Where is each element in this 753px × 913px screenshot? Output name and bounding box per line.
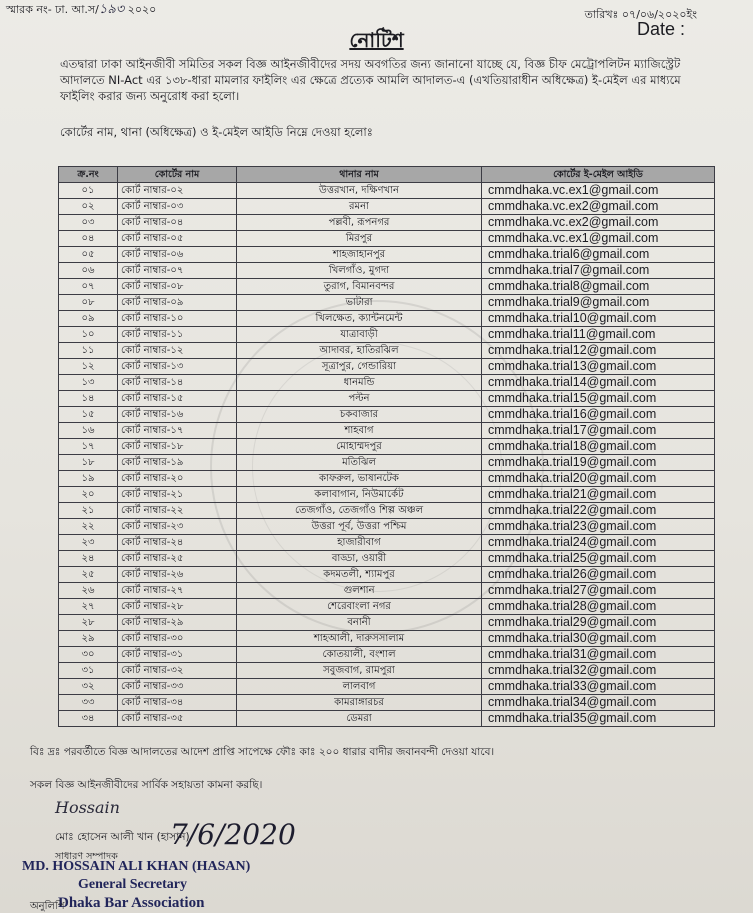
cell-serial: ০১ [59,183,118,199]
cell-serial: ২৭ [59,599,118,615]
cell-court: কোর্ট নাম্বার-৩৩ [118,679,237,695]
cell-email: cmmdhaka.trial7@gmail.com [482,263,715,279]
cell-court: কোর্ট নাম্বার-০৩ [118,199,237,215]
cell-court: কোর্ট নাম্বার-৩২ [118,663,237,679]
table-row [59,599,715,615]
table-row [59,439,715,455]
table-row [59,407,715,423]
cell-email: cmmdhaka.trial8@gmail.com [482,279,715,295]
copy-label: অনুলিপি [30,901,65,912]
cell-serial: ২৬ [59,583,118,599]
table-row [59,247,715,263]
header-thana: থানার নাম [237,167,482,183]
signatory-name-bn: মোঃ হোসেন আলী খান (হাসান) [55,831,190,843]
cell-thana: বাড্ডা, ওয়ারী [237,551,482,567]
cell-serial: ২৩ [59,535,118,551]
cell-thana: হাজারীবাগ [237,535,482,551]
cell-thana: ভাটারা [237,295,482,311]
cell-email: cmmdhaka.vc.ex1@gmail.com [482,183,715,199]
cell-thana: কদমতলী, শ্যামপুর [237,567,482,583]
cell-thana: মতিঝিল [237,455,482,471]
cell-email: cmmdhaka.trial30@gmail.com [482,631,715,647]
table-row [59,183,715,199]
memo-handwritten-ref: ১৯৩ [98,2,125,17]
cell-court: কোর্ট নাম্বার-২৫ [118,551,237,567]
cell-serial: ২৪ [59,551,118,567]
cell-serial: ০৩ [59,215,118,231]
cell-court: কোর্ট নাম্বার-১১ [118,327,237,343]
cell-thana: রমনা [237,199,482,215]
cell-court: কোর্ট নাম্বার-২৮ [118,599,237,615]
cell-email: cmmdhaka.trial26@gmail.com [482,567,715,583]
cell-court: কোর্ট নাম্বার-২৭ [118,583,237,599]
handwritten-date: 7/6/2020 [170,818,296,851]
table-row [59,695,715,711]
cell-serial: ১৫ [59,407,118,423]
cell-email: cmmdhaka.trial16@gmail.com [482,407,715,423]
page-title: নোটিশ [349,28,404,52]
cell-thana: কলাবাগান, নিউমার্কেট [237,487,482,503]
stamp-org: Dhaka Bar Association [58,895,205,911]
table-row [59,487,715,503]
cell-serial: ৩২ [59,679,118,695]
cell-court: কোর্ট নাম্বার-০৪ [118,215,237,231]
cell-court: কোর্ট নাম্বার-০৬ [118,247,237,263]
cell-email: cmmdhaka.trial34@gmail.com [482,695,715,711]
cell-email: cmmdhaka.trial27@gmail.com [482,583,715,599]
memo-year: ২০২০ [127,3,157,16]
table-row [59,263,715,279]
cell-thana: চকবাজার [237,407,482,423]
cell-serial: ৩৪ [59,711,118,727]
cell-court: কোর্ট নাম্বার-০২ [118,183,237,199]
cell-thana: সবুজবাগ, রামপুরা [237,663,482,679]
cell-court: কোর্ট নাম্বার-০৫ [118,231,237,247]
cell-serial: ১৮ [59,455,118,471]
cell-serial: ০৫ [59,247,118,263]
cell-email: cmmdhaka.trial14@gmail.com [482,375,715,391]
cell-serial: ২৫ [59,567,118,583]
cell-court: কোর্ট নাম্বার-৩৪ [118,695,237,711]
cell-email: cmmdhaka.trial31@gmail.com [482,647,715,663]
cell-email: cmmdhaka.trial24@gmail.com [482,535,715,551]
cell-court: কোর্ট নাম্বার-০৮ [118,279,237,295]
cell-court: কোর্ট নাম্বার-১৯ [118,455,237,471]
cell-serial: ১৯ [59,471,118,487]
cell-serial: ১৪ [59,391,118,407]
cell-thana: যাত্রাবাড়ী [237,327,482,343]
cell-email: cmmdhaka.trial12@gmail.com [482,343,715,359]
cell-thana: পল্লবী, রূপনগর [237,215,482,231]
cell-serial: ১০ [59,327,118,343]
cell-serial: ২০ [59,487,118,503]
cell-thana: খিলক্ষেত, ক্যান্টনমেন্ট [237,311,482,327]
cell-court: কোর্ট নাম্বার-১৩ [118,359,237,375]
cell-thana: গুলশান [237,583,482,599]
cell-thana: কোতয়ালী, বংশাল [237,647,482,663]
cell-serial: ১২ [59,359,118,375]
signature-scrawl: Hossain [55,798,120,817]
table-row [59,359,715,375]
cell-email: cmmdhaka.trial9@gmail.com [482,295,715,311]
table-row [59,199,715,215]
cell-email: cmmdhaka.trial28@gmail.com [482,599,715,615]
date-line: তারিখঃ ০৭/০৬/২০২০ইং [584,8,697,21]
cell-serial: ১৭ [59,439,118,455]
table-row [59,343,715,359]
cell-court: কোর্ট নাম্বার-৩৫ [118,711,237,727]
memo-label: স্মারক নং- ঢা. আ.স/ [6,3,99,16]
cell-court: কোর্ট নাম্বার-০৭ [118,263,237,279]
table-row [59,391,715,407]
cell-court: কোর্ট নাম্বার-১৫ [118,391,237,407]
cell-thana: শাহবাগ [237,423,482,439]
cell-serial: ০৭ [59,279,118,295]
cell-court: কোর্ট নাম্বার-২২ [118,503,237,519]
table-row [59,679,715,695]
cell-court: কোর্ট নাম্বার-০৯ [118,295,237,311]
cell-court: কোর্ট নাম্বার-১৬ [118,407,237,423]
cell-serial: ৩১ [59,663,118,679]
cell-serial: ০৪ [59,231,118,247]
cell-thana: মোহাম্মদপুর [237,439,482,455]
table-header-row [59,167,715,183]
cell-court: কোর্ট নাম্বার-৩০ [118,631,237,647]
cell-thana: কামরাঙ্গারচর [237,695,482,711]
cell-email: cmmdhaka.trial11@gmail.com [482,327,715,343]
cell-thana: শাহজাহানপুর [237,247,482,263]
cell-serial: ২২ [59,519,118,535]
date-label: Date : [636,19,685,39]
cell-thana: তুরাগ, বিমানবন্দর [237,279,482,295]
cell-serial: ১৬ [59,423,118,439]
cell-serial: ২১ [59,503,118,519]
cell-email: cmmdhaka.trial19@gmail.com [482,455,715,471]
header-serial: ক্র.নং [59,167,118,183]
cell-thana: উত্তরখান, দক্ষিণখান [237,183,482,199]
header-email: কোর্টের ই-মেইল আইডি [482,167,715,183]
table-row [59,295,715,311]
cell-serial: ০৯ [59,311,118,327]
table-row [59,279,715,295]
cell-serial: ০৬ [59,263,118,279]
cell-email: cmmdhaka.trial35@gmail.com [482,711,715,727]
cell-email: cmmdhaka.trial20@gmail.com [482,471,715,487]
cell-email: cmmdhaka.vc.ex2@gmail.com [482,199,715,215]
cell-email: cmmdhaka.trial18@gmail.com [482,439,715,455]
cell-serial: ১১ [59,343,118,359]
cell-email: cmmdhaka.trial32@gmail.com [482,663,715,679]
stamp-name: MD. HOSSAIN ALI KHAN (HASAN) [22,859,251,874]
cell-email: cmmdhaka.trial21@gmail.com [482,487,715,503]
cell-court: কোর্ট নাম্বার-১৭ [118,423,237,439]
cell-court: কোর্ট নাম্বার-১২ [118,343,237,359]
stamp-title: General Secretary [78,877,187,892]
header-court: কোর্টের নাম [118,167,237,183]
table-row [59,231,715,247]
table-body [59,183,715,727]
table-row [59,631,715,647]
table-row [59,471,715,487]
table-row [59,215,715,231]
cell-court: কোর্ট নাম্বার-২৬ [118,567,237,583]
cell-court: কোর্ট নাম্বার-২০ [118,471,237,487]
cell-email: cmmdhaka.trial10@gmail.com [482,311,715,327]
cell-thana: উত্তরা পূর্ব, উত্তরা পশ্চিম [237,519,482,535]
cell-court: কোর্ট নাম্বার-২৯ [118,615,237,631]
cell-serial: ১৩ [59,375,118,391]
cell-thana: লালবাগ [237,679,482,695]
table-row [59,535,715,551]
cell-thana: মিরপুর [237,231,482,247]
cell-email: cmmdhaka.trial25@gmail.com [482,551,715,567]
cell-court: কোর্ট নাম্বার-২৩ [118,519,237,535]
cell-email: cmmdhaka.trial6@gmail.com [482,247,715,263]
cell-thana: শেরেবাংলা নগর [237,599,482,615]
cell-thana: কাফরুল, ভাষানটেক [237,471,482,487]
table-row [59,711,715,727]
cell-serial: ৩০ [59,647,118,663]
cell-thana: তেজগাঁও, তেজগাঁও শিল্প অঞ্চল [237,503,482,519]
cell-court: কোর্ট নাম্বার-১০ [118,311,237,327]
cell-thana: আদাবর, হাতিরঝিল [237,343,482,359]
cell-court: কোর্ট নাম্বার-২৪ [118,535,237,551]
cell-thana: ডেমরা [237,711,482,727]
table-subheading: কোর্টের নাম, থানা (অধিক্ষেত্র) ও ই-মেইল আইডি নিম্নে দেওয়া হলোঃ [60,125,373,139]
table-row [59,551,715,567]
cell-serial: ৩৩ [59,695,118,711]
court-email-table [58,166,715,727]
table-row [59,327,715,343]
table-row [59,423,715,439]
intro-paragraph: এতদ্বারা ঢাকা আইনজীবী সমিতির সকল বিজ্ঞ আইনজীবীদের সদয় অবগতির জন্য জানানো যাচ্ছে যে, বিজ্ঞ চীফ মেট্রোপলিটন ম্যাজিস্ট্রেট আদালতে NI-Act এর ১৩৮-ধারা মামলার ফাইলিং এর ক্ষেত্রে প্রত্যেক আমলি আদালত-এ (এখতিয়ারাধীন অধিক্ষেত্র) ই-মেইল এর মাধ্যমে ফাইলিং করার জন্য অনুরোধ করা হলো। [60,57,681,103]
table-row [59,375,715,391]
cell-thana: সূত্রাপুর, গেন্ডারিয়া [237,359,482,375]
cell-thana: পল্টন [237,391,482,407]
closing-line: সকল বিজ্ঞ আইনজীবীদের সার্বিক সহায়তা কামনা করছি। [30,779,263,791]
table-row [59,583,715,599]
cell-serial: ২৯ [59,631,118,647]
table-row [59,615,715,631]
table-row [59,567,715,583]
cell-court: কোর্ট নাম্বার-২১ [118,487,237,503]
cell-email: cmmdhaka.trial13@gmail.com [482,359,715,375]
cell-thana: শাহআলী, দারুসসালাম [237,631,482,647]
table-row [59,311,715,327]
table-row [59,519,715,535]
cell-serial: ০২ [59,199,118,215]
cell-thana: খিলগাঁও, মুগদা [237,263,482,279]
cell-court: কোর্ট নাম্বার-১৮ [118,439,237,455]
signatory-post-bn: সাধারণ সম্পাদক [55,851,118,862]
cell-email: cmmdhaka.trial23@gmail.com [482,519,715,535]
cell-email: cmmdhaka.vc.ex1@gmail.com [482,231,715,247]
cell-email: cmmdhaka.trial15@gmail.com [482,391,715,407]
cell-email: cmmdhaka.vc.ex2@gmail.com [482,215,715,231]
cell-email: cmmdhaka.trial33@gmail.com [482,679,715,695]
cell-court: কোর্ট নাম্বার-১৪ [118,375,237,391]
table-row [59,455,715,471]
cell-email: cmmdhaka.trial22@gmail.com [482,503,715,519]
cell-serial: ২৮ [59,615,118,631]
table-row [59,663,715,679]
footnote: বিঃ দ্রঃ পরবর্তীতে বিজ্ঞ আদালতের আদেশ প্রাপ্তি সাপেক্ষে ফৌঃ কাঃ ২০০ ধারার বাদীর জবানবন্দী দেওয়া যাবে। [30,746,495,758]
cell-court: কোর্ট নাম্বার-৩১ [118,647,237,663]
cell-email: cmmdhaka.trial17@gmail.com [482,423,715,439]
memo-number [6,0,156,21]
cell-thana: বনানী [237,615,482,631]
table-row [59,647,715,663]
cell-thana: ধানমন্ডি [237,375,482,391]
cell-serial: ০৮ [59,295,118,311]
table-row [59,503,715,519]
cell-email: cmmdhaka.trial29@gmail.com [482,615,715,631]
